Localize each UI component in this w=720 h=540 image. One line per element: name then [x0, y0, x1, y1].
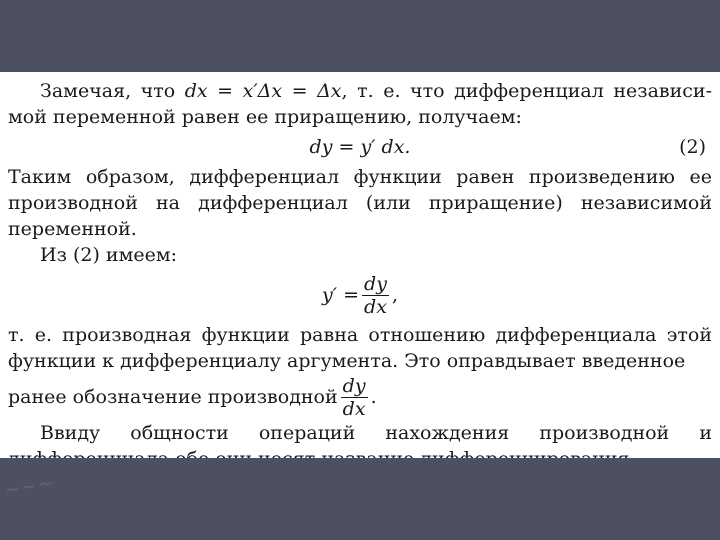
formula-2-denominator: dx [364, 295, 387, 318]
paragraph-1-line2: мой переменной равен ее приращению, получаем: [8, 106, 522, 128]
inline-formula-dx: dx = x′Δx = Δx [184, 80, 342, 102]
formula-1-number: (2) [679, 136, 706, 158]
paragraph-3-numerator: dy [342, 374, 366, 397]
paragraph-3-last-line [8, 374, 712, 420]
top-band [0, 0, 720, 72]
paragraph-1 [8, 78, 712, 130]
paragraph-1-text: Замечая, что [40, 80, 176, 102]
formula-1 [8, 130, 712, 164]
formula-2-lhs: y′ = [322, 284, 360, 306]
formula-2-fraction [362, 273, 389, 318]
bottom-band [0, 458, 720, 540]
formula-2 [8, 268, 712, 322]
formula-2-tail: , [391, 284, 398, 306]
paragraph-from-2: Из (2) имеем: [40, 244, 178, 266]
paragraph-3-last-text: ранее обозначение производной [8, 386, 338, 408]
formula-1-expression: dy = y′ dx. [309, 136, 411, 158]
paragraph-2: Таким образом, дифференциал функции равен произведению ее производной на дифференциал (или приращение) независимой переменной. [8, 166, 712, 240]
paragraph-3-denominator: dx [342, 397, 366, 420]
paragraph-1-rest: , т. е. что дифференциал независи- [341, 80, 713, 102]
formula-2-numerator: dy [364, 272, 387, 295]
paragraph-3-tail: . [370, 386, 377, 408]
paragraph-4: Ввиду общности операций нахождения производной и [40, 422, 712, 444]
watermark-decoration: ~~~ [2, 469, 56, 503]
paragraph-3: т. е. производная функции равна отношению дифференциала этой функции к дифференциалу аргумента. Это оправдывает введенное [8, 324, 712, 372]
paragraph-3-fraction [341, 375, 368, 420]
textbook-page [0, 72, 720, 458]
